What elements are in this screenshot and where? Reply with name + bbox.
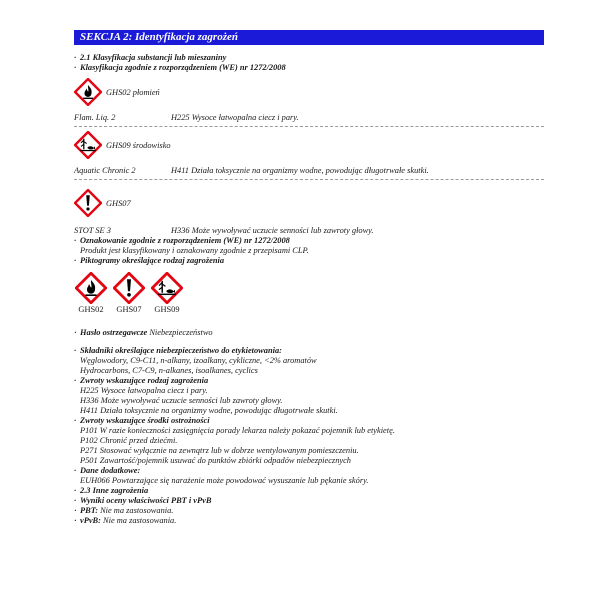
pbt-title: · Wyniki oceny właściwości PBT i vPvB: [74, 496, 212, 505]
hazard-statement: H225 Wysoce łatwopalna ciecz i pary.: [171, 113, 299, 122]
flame-icon: [74, 78, 102, 106]
hazard-class-row: [74, 226, 544, 236]
hazard-caption: GHS02 płomień: [106, 87, 160, 97]
hazard-class: Flam. Liq. 2: [74, 113, 116, 122]
divider: [74, 179, 544, 180]
pictogram-group: [74, 272, 544, 314]
s22-title: · Oznakowanie zgodnie z rozporządzeniem (WE) nr 1272/2008: [74, 236, 290, 245]
vpvb-label: vPvB:: [80, 516, 101, 525]
pbt-value: Nie ma zastosowania.: [100, 506, 174, 515]
s21-title: · 2.1 Klasyfikacja substancji lub mieszaniny: [74, 53, 227, 62]
vpvb-value: Nie ma zastosowania.: [103, 516, 177, 525]
picto-title: · Piktogramy określające rodzaj zagrożenia: [74, 256, 225, 265]
s21-subtitle: · Klasyfikacja zgodnie z rozporządzeniem (WE) nr 1272/2008: [74, 63, 286, 72]
pictogram-label: GHS02: [78, 305, 104, 314]
extra-statement: EUH066 Powtarzające się narażenie może powodować wysuszanie lub pękanie skóry.: [80, 476, 369, 485]
component-line: Hydrocarbons, C7-C9, n-alkanes, isoalkanes, cyclics: [80, 366, 258, 375]
pictogram-ghs09: [150, 272, 184, 314]
components-title: · Składniki określające niebezpieczeństwo do etykietowania:: [74, 346, 282, 355]
hazard-ghs09: [74, 130, 544, 160]
hazard-class-row: [74, 166, 544, 176]
h-statement: H225 Wysoce łatwopalna ciecz i pary.: [80, 386, 208, 395]
signal-label: Hasło ostrzegawcze: [80, 328, 148, 337]
exclamation-icon: [74, 189, 102, 217]
pictogram-ghs07: [112, 272, 146, 314]
hazard-class: STOT SE 3: [74, 226, 111, 235]
p-statement: P501 Zawartość/pojemnik usuwać do punktów zbiórki odpadów niebezpiecznych: [80, 456, 351, 465]
hazard-class: Aquatic Chronic 2: [74, 166, 136, 175]
hazard-statement: H411 Działa toksycznie na organizmy wodne, powodując długotrwałe skutki.: [171, 166, 429, 175]
p-statement: P271 Stosować wyłącznie na zewnątrz lub w dobrze wentylowanym pomieszczeniu.: [80, 446, 359, 455]
h-statement: H336 Może wywoływać uczucie senności lub zawroty głowy.: [80, 396, 283, 405]
exclamation-icon: [113, 272, 145, 304]
h-title: · Zwroty wskazujące rodzaj zagrożenia: [74, 376, 209, 385]
hazard-ghs07: [74, 188, 544, 218]
hazard-ghs02: [74, 77, 544, 107]
sds-section: [74, 30, 544, 526]
pictogram-label: GHS09: [154, 305, 180, 314]
p-title: · Zwroty wskazujące środki ostrożności: [74, 416, 210, 425]
signal-value: Niebezpieczeństwo: [149, 328, 213, 337]
h-statement: H411 Działa toksycznie na organizmy wodne, powodując długotrwałe skutki.: [80, 406, 338, 415]
component-line: Węglowodory, C9-C11, n-alkany, izoalkany, cykliczne, <2% aromatów: [80, 356, 317, 365]
p-statement: P101 W razie konieczności zasięgnięcia porady lekarza należy pokazać pojemnik lub etykietę.: [80, 426, 395, 435]
environment-icon: [151, 272, 183, 304]
environment-icon: [74, 131, 102, 159]
extra-title: · Dane dodatkowe:: [74, 466, 141, 475]
s22-note: Produkt jest klasyfikowany i oznakowany zgodnie z przepisami CLP.: [80, 246, 309, 255]
section-header: SEKCJA 2: Identyfikacja zagrożeń: [74, 30, 544, 45]
hazard-statement: H336 Może wywoływać uczucie senności lub zawroty głowy.: [171, 226, 374, 235]
pbt-label: PBT:: [80, 506, 98, 515]
pictogram-ghs02: [74, 272, 108, 314]
divider: [74, 126, 544, 127]
pictogram-label: GHS07: [116, 305, 142, 314]
hazard-caption: GHS07: [106, 198, 131, 208]
vpvb-row: · vPvB: Nie ma zastosowania.: [74, 516, 177, 525]
flame-icon: [75, 272, 107, 304]
pbt-row: · PBT: Nie ma zastosowania.: [74, 506, 174, 515]
hazard-class-row: [74, 113, 544, 123]
signal-word-row: · Hasło ostrzegawcze Niebezpieczeństwo: [74, 328, 213, 337]
s23-title: · 2.3 Inne zagrożenia: [74, 486, 149, 495]
p-statement: P102 Chronić przed dziećmi.: [80, 436, 178, 445]
hazard-caption: GHS09 środowisko: [106, 140, 171, 150]
